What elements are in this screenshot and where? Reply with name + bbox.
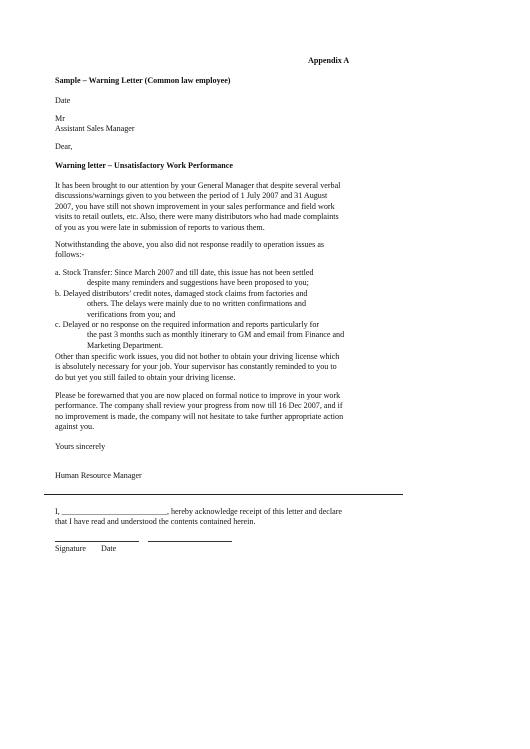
date-line — [148, 541, 232, 542]
text-line: no improvement is made, the company will not hesitate to take further appropriate action — [55, 411, 344, 421]
date-signature-label: Date — [101, 544, 117, 553]
paragraph-formal-notice — [55, 391, 375, 433]
list-item-continuation: others. The delays were mainly due to no written confirmations and — [87, 299, 306, 309]
list-item: c. Delayed or no response on the required information and reports particularly for — [55, 320, 320, 330]
text-line: Please be forewarned that you are now placed on formal notice to improve in your work — [55, 391, 341, 400]
recipient-salutation: Mr — [55, 114, 65, 123]
text-line: is absolutely necessary for your job. Your supervisor has constantly reminded to you to — [55, 362, 337, 372]
issues-list — [55, 268, 375, 351]
paragraph-notwithstanding — [55, 240, 375, 261]
recipient-position: Assistant Sales Manager — [55, 124, 135, 133]
text-line: I, __________________________, hereby acknowledge receipt of this letter and declare — [55, 507, 343, 516]
text-line: of you as you were late in submission of reports to various them. — [55, 222, 265, 232]
list-item-continuation: despite many reminders and suggestions have been proposed to you; — [87, 278, 309, 288]
text-line: Notwithstanding the above, you also did not response readily to operation issues as — [55, 240, 325, 249]
text-line: that I have read and understood the contents contained herein. — [55, 517, 256, 527]
text-line: do but yet you still failed to obtain your driving license. — [55, 372, 236, 382]
divider-rule — [44, 494, 403, 495]
paragraph-attention — [55, 181, 375, 233]
appendix-label: Appendix A — [308, 56, 350, 65]
closing: Yours sincerely — [55, 442, 106, 451]
text-line: discussions/warnings given to you between the period of 1 July 2007 and 31 August — [55, 191, 328, 201]
text-line: against you. — [55, 422, 95, 432]
text-line: visits to retail outlets, etc. Also, there were many distributors who had made complaints — [55, 212, 339, 222]
text-line: Other than specific work issues, you did not bother to obtain your driving license which — [55, 352, 340, 361]
list-item-continuation: verifications from you; and — [87, 309, 176, 319]
signature-label: Signature — [55, 544, 87, 553]
text-line: It has been brought to our attention by your General Manager that despite several verbal — [55, 181, 341, 190]
list-item-continuation: the past 3 months such as monthly itinerary to GM and email from Finance and — [87, 330, 345, 340]
acknowledgement — [55, 507, 375, 528]
signature-line — [55, 541, 139, 542]
paragraph-driving-license — [55, 352, 375, 383]
text-line: follows:- — [55, 250, 85, 260]
text-line: 2007, you have still not shown improvement in your sales performance and field work — [55, 201, 335, 211]
list-item-continuation: Marketing Department. — [87, 340, 163, 350]
greeting: Dear, — [55, 142, 73, 151]
subject-line: Warning letter – Unsatisfactory Work Performance — [55, 161, 233, 170]
signatory: Human Resource Manager — [55, 471, 142, 480]
document-title: Sample – Warning Letter (Common law employee) — [55, 76, 231, 85]
date-label: Date — [55, 96, 71, 105]
list-item: a. Stock Transfer: Since March 2007 and till date, this issue has not been settled — [55, 268, 314, 277]
text-line: performance. The company shall review your progress from now till 16 Dec 2007, and if — [55, 401, 343, 411]
list-item: b. Delayed distributors’ credit notes, damaged stock claims from factories and — [55, 288, 308, 298]
